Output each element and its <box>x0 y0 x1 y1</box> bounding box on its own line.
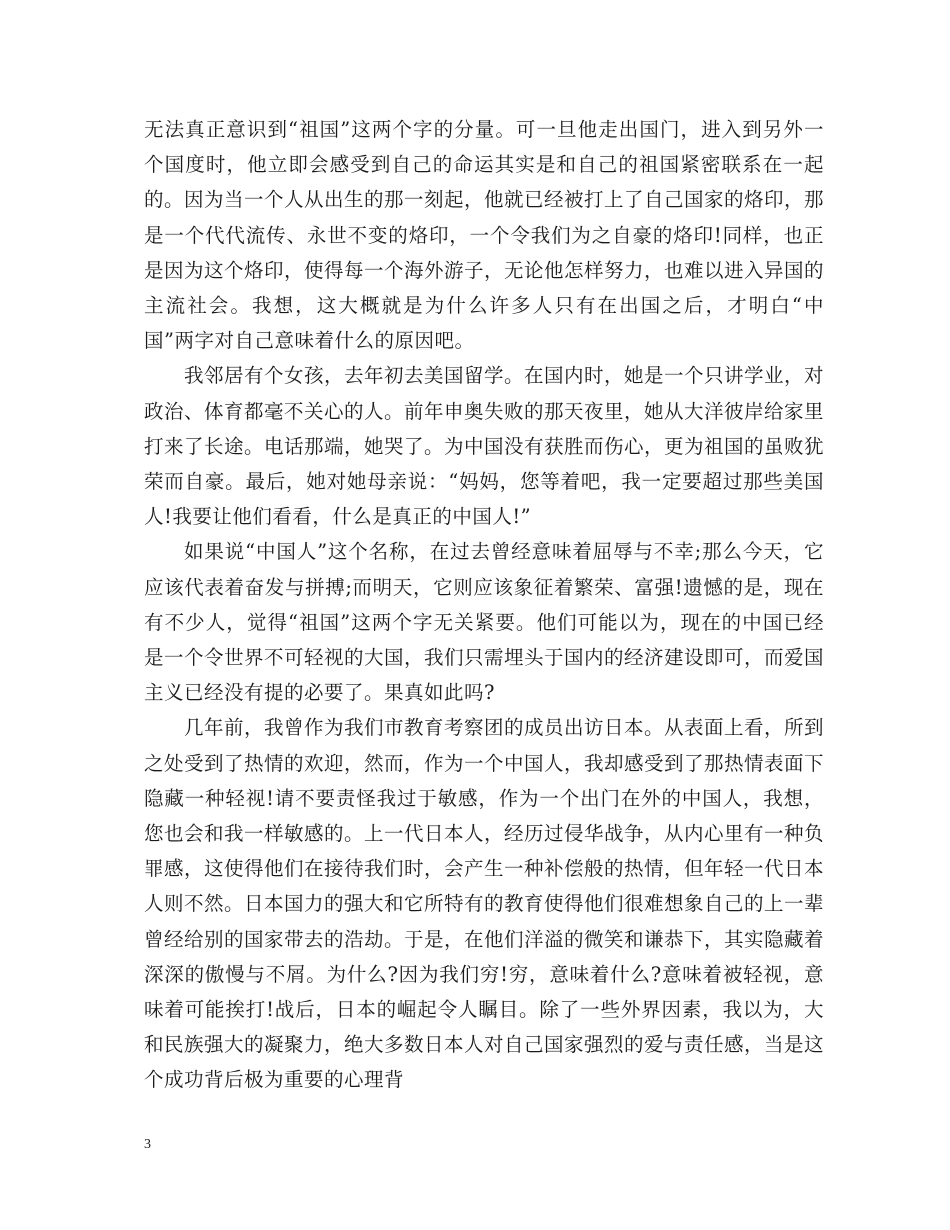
paragraph-4: 几年前，我曾作为我们市教育考察团的成员出访日本。从表面上看，所到之处受到了热情的欢迎，然而，作为一个中国人，我却感受到了那热情表面下隐藏一种轻视!请不要责怪我过于敏感，作为一个出门在外的中国人，我想，您也会和我一样敏感的。上一代日本人，经历过侵华战争，从内心里有一种负罪感，这使得他们在接待我们时，会产生一种补偿般的热情，但年轻一代日本人则不然。日本国力的强大和它所特有的教育使得他们很难想象自己的上一辈曾经给别的国家带去的浩劫。于是，在他们洋溢的微笑和谦恭下，其实隐藏着深深的傲慢与不屑。为什么?因为我们穷!穷，意味着什么?意味着被轻视，意味着可能挨打!战后，日本的崛起令人瞩目。除了一些外界因素，我以为，大和民族强大的凝聚力，绝大多数日本人对自己国家强烈的爱与责任感，当是这个成功背后极为重要的心理背 <box>144 716 825 1092</box>
body-text <box>144 112 824 1098</box>
paragraph-2: 我邻居有个女孩，去年初去美国留学。在国内时，她是一个只讲学业，对政治、体育都毫不关心的人。前年申奥失败的那天夜里，她从大洋彼岸给家里打来了长途。电话那端，她哭了。为中国没有获胜而伤心，更为祖国的虽败犹荣而自豪。最后，她对她母亲说：“妈妈，您等着吧，我一定要超过那些美国人!我要让他们看看，什么是真正的中国人!” <box>144 364 825 529</box>
page-number: 3 <box>144 1137 151 1152</box>
paragraph-1: 无法真正意识到“祖国”这两个字的分量。可一旦他走出国门，进入到另外一个国度时，他立即会感受到自己的命运其实是和自己的祖国紧密联系在一起的。因为当一个人从出生的那一刻起，他就已经被打上了自己国家的烙印，那是一个代代流传、永世不变的烙印，一个令我们为之自豪的烙印!同样，也正是因为这个烙印，使得每一个海外游子，无论他怎样努力，也难以进入异国的主流社会。我想，这大概就是为什么许多人只有在出国之后，才明白“中国”两字对自己意味着什么的原因吧。 <box>144 118 825 353</box>
paragraph-3: 如果说“中国人”这个名称，在过去曾经意味着屈辱与不幸;那么今天，它应该代表着奋发与拼搏;而明天，它则应该象征着繁荣、富强!遗憾的是，现在有不少人，觉得“祖国”这两个字无关紧要。他们可能以为，现在的中国已经是一个令世界不可轻视的大国，我们只需埋头于国内的经济建设即可，而爱国主义已经没有提的必要了。果真如此吗? <box>144 540 825 705</box>
